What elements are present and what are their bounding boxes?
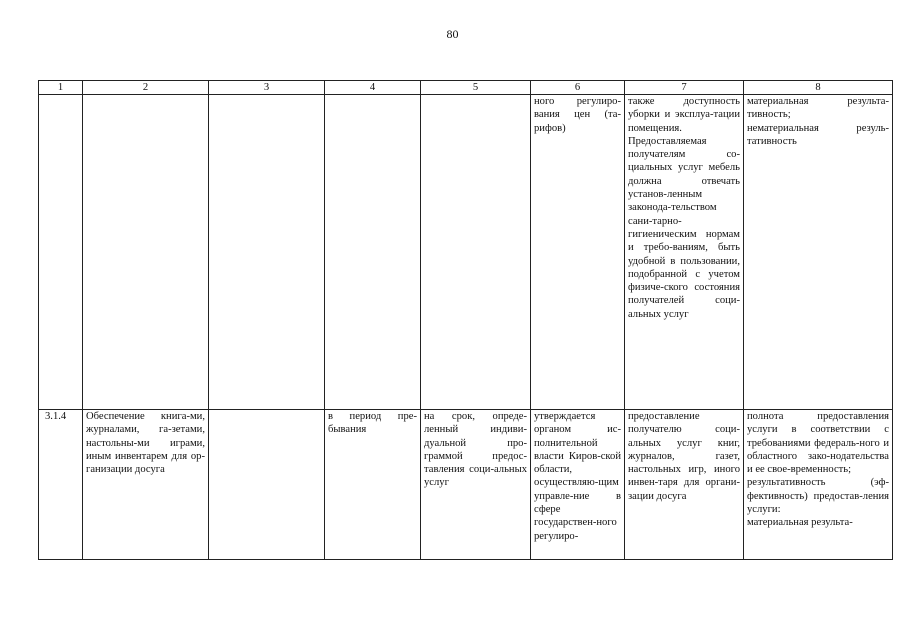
cell-text: материальная результа- (747, 517, 853, 529)
table-cell (39, 95, 83, 410)
page-number: 80 (446, 27, 459, 41)
cell-text: нематериальная резуль-тативность (747, 122, 889, 147)
column-header: 5 (421, 81, 531, 95)
services-table (38, 80, 893, 560)
table-cell (625, 95, 744, 410)
table-cell (83, 410, 209, 560)
column-header: 2 (83, 81, 209, 95)
cell-text: материальная результа-тивность; (747, 96, 889, 121)
table-cell (531, 95, 625, 410)
table-cell (39, 410, 83, 560)
column-header: 6 (531, 81, 625, 95)
table-cell (209, 95, 325, 410)
table-cell (625, 410, 744, 560)
table-cell (421, 95, 531, 410)
column-header: 3 (209, 81, 325, 95)
cell-text: ного регулиро-вания цен (та-рифов) (534, 96, 621, 134)
column-header: 4 (325, 81, 421, 95)
table-cell (325, 95, 421, 410)
cell-text: на срок, опреде-ленный индиви-дуальной про-граммой предос-тавления соци-альных услуг (424, 411, 527, 489)
table-cell (209, 410, 325, 560)
table-row (39, 410, 893, 560)
row-number: 3.1.4 (45, 411, 67, 422)
table-cell (744, 95, 893, 410)
cell-text: предоставление получателю соци-альных услуг книг, журналов, газет, настольных игр, иного инвен-таря для органи-зации досуга (628, 411, 740, 502)
cell-text: Обеспечение книга-ми, журналами, га-зетами, настольны-ми играми, иным инвентарем для ор-ганизации досуга (86, 411, 205, 476)
cell-text: в период пре-бывания (328, 411, 417, 436)
table-cell (325, 410, 421, 560)
cell-text: утверждается органом ис-полнительной власти Киров-ской области, осуществляю-щим управле-ние в сфере государствен-ного регулиро- (534, 411, 621, 542)
table-row (39, 95, 893, 410)
table-cell (421, 410, 531, 560)
cell-text: результативность (эф-фективность) предостав-ления услуги: (747, 477, 889, 516)
cell-text: также доступность уборки и эксплуа-тации помещения. Предоставляемая получателям со-циальных услуг мебель должна отвечать установ-ленным законода-тельством сани-тарно-гигиеническим нормам и требо-ваниям, быть удобной в пользовании, подобранной с учетом физиче-ского состояния получателей соци-альных услуг (628, 96, 740, 320)
column-header: 7 (625, 81, 744, 95)
table-header-row (39, 81, 893, 95)
table-cell (83, 95, 209, 410)
column-header: 8 (744, 81, 893, 95)
cell-text: полнота предоставления услуги в соответствии с требованиями федераль-ного и областного зако-нодательства и ее свое-временность; (747, 411, 889, 476)
table-cell (744, 410, 893, 560)
column-header: 1 (39, 81, 83, 95)
table-cell (531, 410, 625, 560)
